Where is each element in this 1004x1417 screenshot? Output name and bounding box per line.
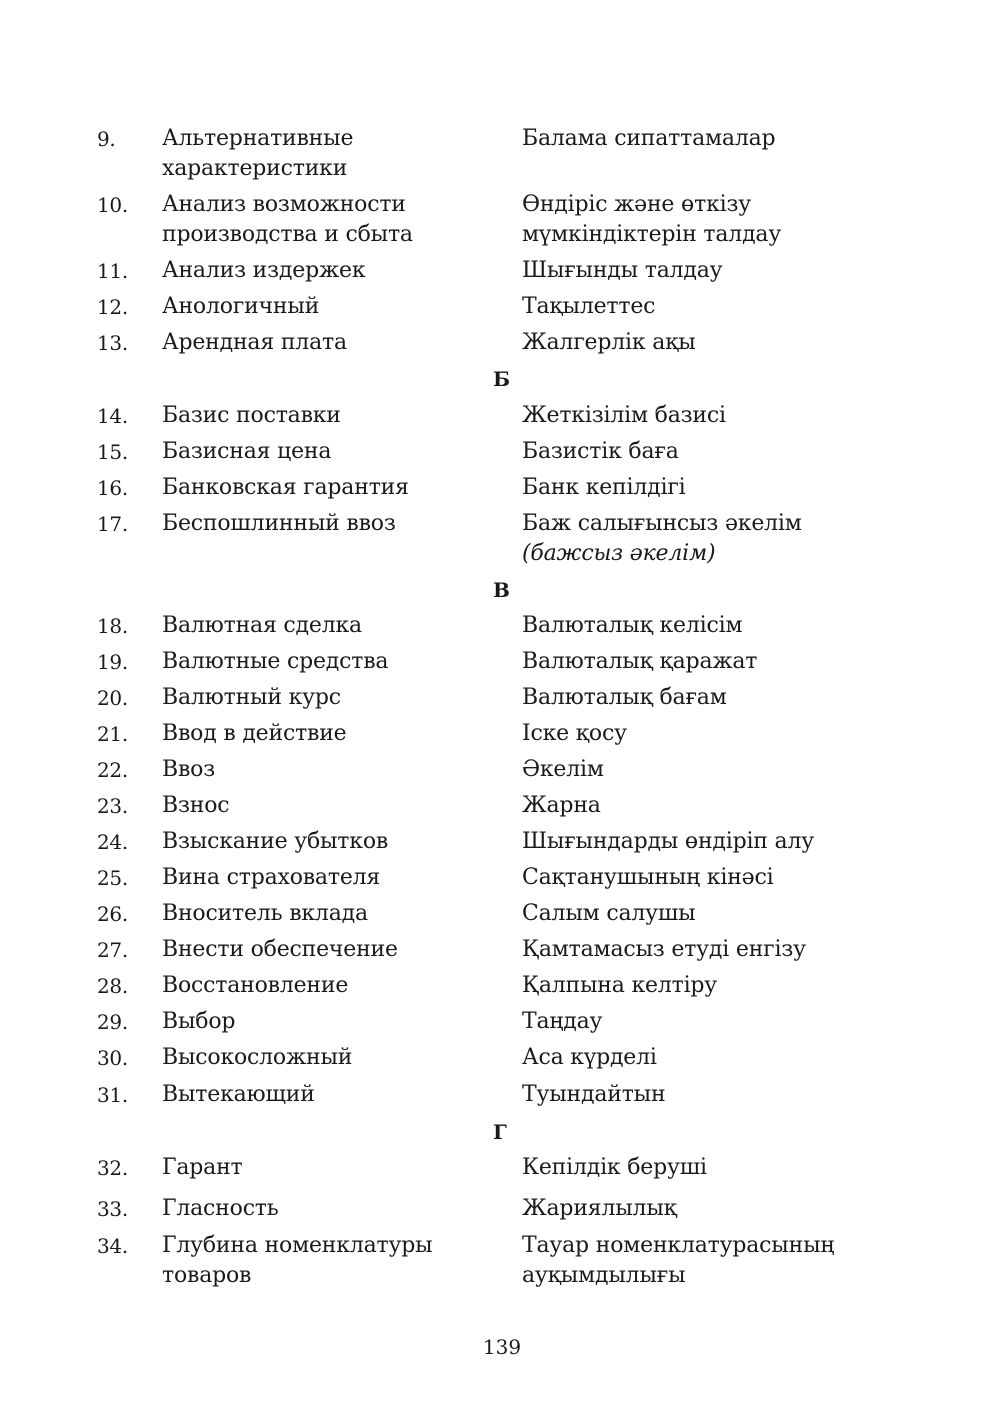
section-letter-text: Б <box>493 367 511 391</box>
kazakh-term-line: Сақтанушының кінәсі <box>522 865 774 890</box>
kazakh-term <box>522 256 902 286</box>
kazakh-term-line: Тауар номенклатурасының <box>522 1233 835 1258</box>
kazakh-term <box>522 971 902 1001</box>
entry-number: 9. <box>97 127 116 151</box>
kazakh-term-line: Валюталық қаражат <box>522 649 758 674</box>
kazakh-term-line: Іске қосу <box>522 721 627 746</box>
entry-number: 29. <box>97 1010 128 1034</box>
russian-term-line: производства и сбыта <box>162 222 413 247</box>
entry-number: 19. <box>97 650 128 674</box>
russian-term <box>162 401 492 431</box>
entry-number: 20. <box>97 686 128 710</box>
russian-term <box>162 611 492 641</box>
russian-term-line: Вноситель вклада <box>162 901 368 926</box>
russian-term <box>162 1043 492 1073</box>
kazakh-term-line: Шығындарды өндіріп алу <box>522 829 814 854</box>
russian-term-line: Взнос <box>162 793 230 818</box>
kazakh-term-line: Өндіріс және өткізу <box>522 192 751 217</box>
kazakh-term-line: Жеткізілім базисі <box>522 403 726 428</box>
kazakh-term-line: Шығынды талдау <box>522 258 723 283</box>
russian-term <box>162 1194 492 1224</box>
russian-term <box>162 190 492 250</box>
kazakh-term <box>522 863 902 893</box>
kazakh-term <box>522 1043 902 1073</box>
entry-number: 11. <box>97 259 128 283</box>
kazakh-term <box>522 791 902 821</box>
russian-term-line: Базис поставки <box>162 403 341 428</box>
entry-number: 17. <box>97 512 128 536</box>
russian-term <box>162 509 492 539</box>
entry-number: 32. <box>97 1156 128 1180</box>
russian-term <box>162 473 492 503</box>
russian-term <box>162 256 492 286</box>
kazakh-term <box>522 401 902 431</box>
entry-number: 10. <box>97 193 128 217</box>
russian-term-line: Высокосложный <box>162 1045 353 1070</box>
kazakh-term-line: Баж салығынсыз әкелім <box>522 511 802 536</box>
russian-term-line: Валютная сделка <box>162 613 362 638</box>
russian-term-line: Банковская гарантия <box>162 475 409 500</box>
entry-number: 33. <box>97 1197 128 1221</box>
entry-number: 25. <box>97 866 128 890</box>
entry-number: 16. <box>97 476 128 500</box>
russian-term <box>162 1007 492 1037</box>
kazakh-term <box>522 827 902 857</box>
kazakh-term-line: Жалгерлік ақы <box>522 330 696 355</box>
entry-number: 28. <box>97 974 128 998</box>
entry-number: 24. <box>97 830 128 854</box>
kazakh-term <box>522 683 902 713</box>
kazakh-term <box>522 1194 902 1224</box>
entry-number: 27. <box>97 938 128 962</box>
russian-term-line: Восстановление <box>162 973 349 998</box>
section-letter-text: В <box>493 578 510 602</box>
kazakh-term <box>522 935 902 965</box>
russian-term-line: Выбор <box>162 1009 236 1034</box>
kazakh-term-line: Жариялылық <box>522 1196 677 1221</box>
kazakh-term <box>522 1153 902 1183</box>
russian-term <box>162 755 492 785</box>
kazakh-term-line: Банк кепілдігі <box>522 475 686 500</box>
entry-number: 22. <box>97 758 128 782</box>
kazakh-term-line: ауқымдылығы <box>522 1263 686 1288</box>
russian-term-line: Гарант <box>162 1155 243 1180</box>
russian-term-line: Гласность <box>162 1196 279 1221</box>
kazakh-term <box>522 1007 902 1037</box>
kazakh-term-line: Жарна <box>522 793 601 818</box>
russian-term <box>162 899 492 929</box>
kazakh-term-line: Кепілдік беруші <box>522 1155 707 1180</box>
russian-term <box>162 683 492 713</box>
kazakh-term <box>522 611 902 641</box>
entry-number: 34. <box>97 1234 128 1258</box>
entry-number: 12. <box>97 295 128 319</box>
kazakh-term <box>522 437 902 467</box>
russian-term-line: товаров <box>162 1263 252 1288</box>
kazakh-term <box>522 473 902 503</box>
russian-term-line: Ввод в действие <box>162 721 347 746</box>
russian-term-line: Арендная плата <box>162 330 347 355</box>
russian-term <box>162 328 492 358</box>
russian-term <box>162 719 492 749</box>
russian-term-line: Анализ издержек <box>162 258 366 283</box>
russian-term <box>162 292 492 322</box>
kazakh-term <box>522 292 902 322</box>
russian-term <box>162 647 492 677</box>
russian-term-line: Ввоз <box>162 757 215 782</box>
russian-term-line: Анологичный <box>162 294 320 319</box>
entry-number: 13. <box>97 331 128 355</box>
russian-term-line: Взыскание убытков <box>162 829 389 854</box>
entry-number: 31. <box>97 1083 128 1107</box>
kazakh-term-alternative: (бажсыз әкелім) <box>522 541 716 566</box>
russian-term <box>162 791 492 821</box>
kazakh-term-line: Туындайтын <box>522 1082 666 1107</box>
kazakh-term-line: мүмкіндіктерін талдау <box>522 222 782 247</box>
entry-number: 14. <box>97 404 128 428</box>
kazakh-term <box>522 719 902 749</box>
russian-term <box>162 124 492 184</box>
section-letter-text: Г <box>493 1120 507 1144</box>
page-number-text: 139 <box>482 1335 522 1359</box>
entry-number: 15. <box>97 440 128 464</box>
russian-term <box>162 1080 492 1110</box>
kazakh-term <box>522 647 902 677</box>
russian-term-line: Вина страхователя <box>162 865 381 890</box>
kazakh-term-line: Салым салушы <box>522 901 696 926</box>
russian-term <box>162 437 492 467</box>
entry-number: 26. <box>97 902 128 926</box>
russian-term <box>162 935 492 965</box>
entry-number: 23. <box>97 794 128 818</box>
russian-term <box>162 1231 492 1291</box>
kazakh-term-line: Қалпына келтіру <box>522 973 718 998</box>
entry-number: 30. <box>97 1046 128 1070</box>
russian-term <box>162 971 492 1001</box>
russian-term <box>162 1153 492 1183</box>
kazakh-term-line: Балама сипаттамалар <box>522 126 776 151</box>
kazakh-term <box>522 1231 902 1291</box>
russian-term-line: Глубина номенклатуры <box>162 1233 433 1258</box>
kazakh-term <box>522 899 902 929</box>
russian-term-line: Внести обеспечение <box>162 937 398 962</box>
russian-term-line: Валютный курс <box>162 685 341 710</box>
kazakh-term-line: Әкелім <box>522 757 604 782</box>
kazakh-term <box>522 1080 902 1110</box>
kazakh-term-line: Таңдау <box>522 1009 603 1034</box>
russian-term <box>162 863 492 893</box>
entry-number: 21. <box>97 722 128 746</box>
russian-term-line: Вытекающий <box>162 1082 315 1107</box>
kazakh-term-line: Валюталық бағам <box>522 685 727 710</box>
kazakh-term-line: Қамтамасыз етуді енгізу <box>522 937 806 962</box>
kazakh-term <box>522 755 902 785</box>
russian-term <box>162 827 492 857</box>
russian-term-line: Базисная цена <box>162 439 332 464</box>
russian-term-line: характеристики <box>162 156 348 181</box>
kazakh-term-line: Валюталық келісім <box>522 613 743 638</box>
russian-term-line: Беспошлинный ввоз <box>162 511 396 536</box>
russian-term-line: Валютные средства <box>162 649 389 674</box>
kazakh-term <box>522 124 902 154</box>
entry-number: 18. <box>97 614 128 638</box>
kazakh-term <box>522 190 902 250</box>
kazakh-term-line: Тақылеттес <box>522 294 656 319</box>
kazakh-term-line: Аса күрделі <box>522 1045 657 1070</box>
kazakh-term <box>522 509 902 569</box>
russian-term-line: Анализ возможности <box>162 192 406 217</box>
russian-term-line: Альтернативные <box>162 126 354 151</box>
kazakh-term-line: Базистік баға <box>522 439 679 464</box>
kazakh-term <box>522 328 902 358</box>
